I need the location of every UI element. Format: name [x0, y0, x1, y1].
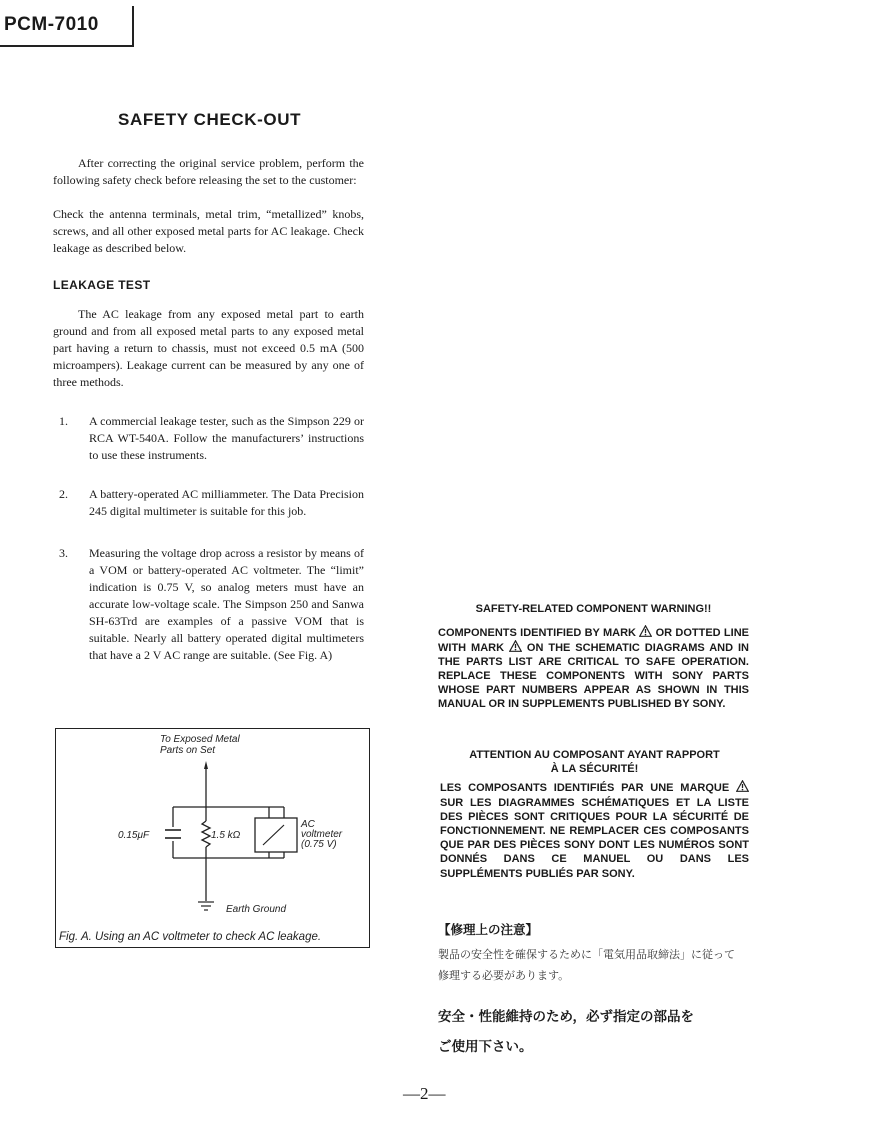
page-number: —2— — [403, 1084, 446, 1103]
warning-heading: SAFETY-RELATED COMPONENT WARNING!! — [475, 603, 712, 615]
capacitor-symbol — [165, 830, 181, 838]
meter-label-range: (0.75 V) — [301, 839, 337, 850]
figure-caption: Fig. A. Using an AC voltmeter to check AC leakage. — [59, 931, 322, 943]
arrow-up-icon — [204, 761, 208, 769]
safety-warning-french — [440, 748, 749, 881]
leakage-paragraph: The AC leakage from any exposed metal part to earth ground and from all exposed metal parts to any exposed metal part having a return to chassis, must not exceed 0.5 mA (500 microampers). Leakage current can be measured by any one of three methods. — [53, 307, 364, 389]
method-text: A commercial leakage tester, such as the Simpson 229 or RCA WT-540A. Follow the manufacturers’ instructions to use these instruments. — [89, 414, 364, 462]
figure-a-circuit — [55, 728, 370, 948]
capacitor-label: 0.15μF — [118, 830, 150, 841]
resistor-label: 1.5 kΩ — [211, 830, 241, 841]
japanese-parts-notice: 安全・性能維持のため，必ず指定の部品を ご使用下さい。 — [438, 1009, 694, 1055]
method-text: Measuring the voltage drop across a resistor by means of a VOM or battery-operated AC voltmeter. The “limit” indication is 0.75 V, so analog meters must have an accurate low-voltage scale. The Simpson 250 and Sanwa SH-63Trd are examples of a passive VOM that is suitable. Nearly all battery operated digital multimeters that have a 2 V AC range are suitable. (See Fig. A) — [89, 546, 364, 662]
japanese-body: 製品の安全性を確保するために「電気用品取締法」に従って 修理する必要があります。 — [438, 948, 735, 982]
page-title: SAFETY CHECK-OUT — [118, 110, 302, 129]
voltmeter-symbol — [255, 818, 297, 852]
warning-body: COMPONENTS IDENTIFIED BY MARK OR DOTTED LINE WITH MARK ON THE SCHEMATIC DIAGRAMS AND IN THE PARTS LIST ARE CRITICAL TO SAFE OPERATION. REPLACE THESE COMPONENTS WITH SONY PARTS WHOSE PART NUMBERS APPEAR AS SHOWN IN THIS MANUAL OR IN SUPPLEMENTS PUBLISHED BY SONY. — [438, 627, 749, 710]
earth-ground-label: Earth Ground — [226, 904, 287, 915]
method-text: A battery-operated AC milliammeter. The Data Precision 245 digital multimeter is suitable for this job. — [89, 487, 364, 518]
method-number: 2. — [59, 487, 68, 501]
attention-heading-1: ATTENTION AU COMPOSANT AYANT RAPPORT — [469, 749, 720, 761]
leakage-test-heading: LEAKAGE TEST — [53, 278, 151, 292]
ground-icon — [198, 902, 214, 910]
attention-heading-2: À LA SÉCURITÉ! — [550, 763, 639, 776]
header-divider-vertical — [132, 6, 134, 46]
intro-instruction: Check the antenna terminals, metal trim, “metallized” knobs, screws, and all other exposed metal parts for AC leakage. Check leakage as described below. — [53, 207, 364, 255]
safety-warning-english — [438, 602, 749, 711]
meter-label-voltmeter: voltmeter — [301, 829, 343, 840]
meter-label-ac: AC — [301, 819, 315, 830]
attention-body: LES COMPOSANTS IDENTIFIÉS PAR UNE MARQUE SUR LES DIAGRAMMES SCHÉMATIQUES ET LA LISTE DES PIÈCES SONT CRITIQUES POUR LA SÉCURITÉ DE FONCTIONNEMENT. NE REMPLACER CES COMPOSANTS QUE PAR DES PIÈCES SONY DONT LES NUMÉROS SONT DONNÉS DANS CE MANUEL OU DANS LES SUPPLÉMENTS PUBLIÉS PAR SONY. — [440, 782, 749, 880]
label-parts-on-set: Parts on Set — [160, 745, 216, 756]
intro-paragraph: After correcting the original service problem, perform the following safety check before releasing the set to the customer: — [53, 156, 364, 187]
japanese-heading: 【修理上の注意】 — [438, 922, 539, 937]
japanese-repair-notice — [438, 920, 778, 1062]
warning-triangle-icon — [736, 780, 749, 792]
warning-triangle-icon — [639, 625, 652, 637]
label-exposed-metal: To Exposed Metal — [160, 734, 240, 745]
warning-triangle-icon — [509, 640, 522, 652]
method-number: 3. — [59, 546, 68, 560]
header-divider-horizontal — [0, 45, 134, 47]
model-number: PCM-7010 — [4, 14, 99, 35]
method-number: 1. — [59, 414, 68, 428]
